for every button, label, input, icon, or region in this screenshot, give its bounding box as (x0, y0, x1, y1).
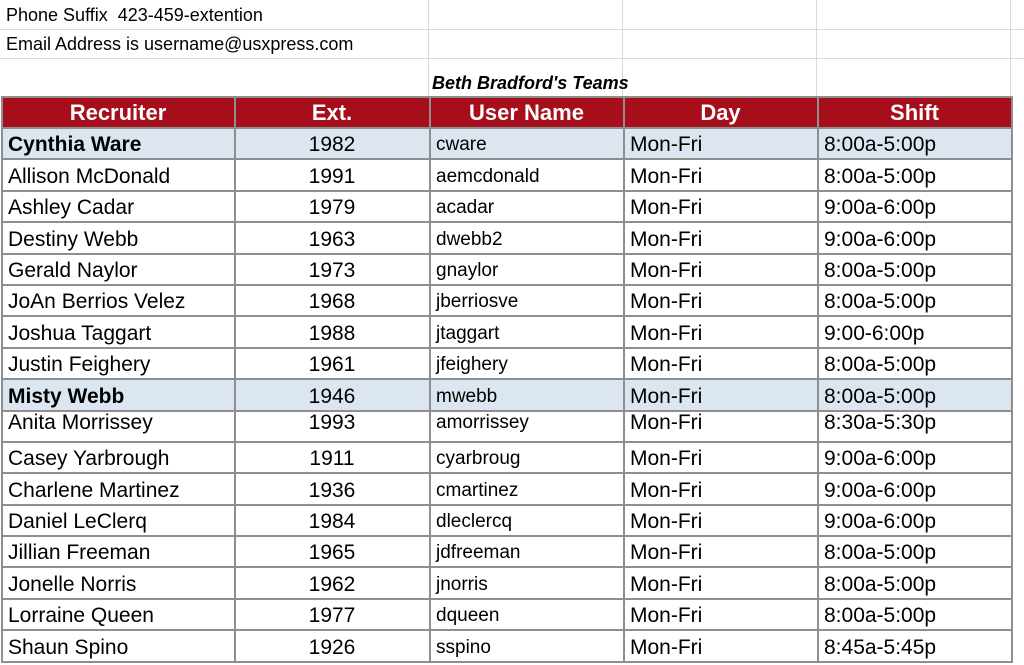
ext-cell[interactable]: 1962 (235, 567, 430, 598)
gridline (0, 58, 1024, 59)
day-cell[interactable]: Mon-Fri (624, 630, 818, 661)
ext-cell[interactable]: 1926 (235, 630, 430, 661)
day-cell[interactable]: Mon-Fri (624, 159, 818, 190)
shift-cell[interactable]: 8:30a-5:30p (818, 411, 1012, 442)
user-name-cell[interactable]: dleclercq (430, 505, 624, 536)
table-row (2, 316, 1012, 347)
gridline (816, 0, 817, 96)
table-row (2, 411, 1012, 442)
recruiter-cell[interactable]: Gerald Naylor (2, 254, 235, 285)
user-name-cell[interactable]: gnaylor (430, 254, 624, 285)
recruiter-cell[interactable]: Jillian Freeman (2, 536, 235, 567)
header-shift[interactable]: Shift (818, 97, 1012, 128)
ext-cell[interactable]: 1936 (235, 473, 430, 504)
ext-cell[interactable]: 1979 (235, 191, 430, 222)
user-name-cell[interactable]: aemcdonald (430, 159, 624, 190)
recruiter-cell[interactable]: Charlene Martinez (2, 473, 235, 504)
shift-cell[interactable]: 8:00a-5:00p (818, 536, 1012, 567)
shift-cell[interactable]: 9:00a-6:00p (818, 505, 1012, 536)
recruiter-cell[interactable]: Allison McDonald (2, 159, 235, 190)
shift-cell[interactable]: 8:00a-5:00p (818, 254, 1012, 285)
day-cell[interactable]: Mon-Fri (624, 254, 818, 285)
user-name-cell[interactable]: amorrissey (430, 411, 624, 442)
table-row (2, 159, 1012, 190)
table-body (2, 128, 1012, 662)
shift-cell[interactable]: 8:00a-5:00p (818, 348, 1012, 379)
day-cell[interactable]: Mon-Fri (624, 567, 818, 598)
day-cell[interactable]: Mon-Fri (624, 411, 818, 442)
ext-cell[interactable]: 1961 (235, 348, 430, 379)
gridline (428, 0, 429, 96)
user-name-cell[interactable]: cyarbroug (430, 442, 624, 473)
table-row (2, 191, 1012, 222)
table-row (2, 567, 1012, 598)
recruiter-cell[interactable]: Destiny Webb (2, 222, 235, 253)
table-row (2, 379, 1012, 410)
ext-cell[interactable]: 1973 (235, 254, 430, 285)
header-row (2, 97, 1012, 128)
day-cell[interactable]: Mon-Fri (624, 191, 818, 222)
recruiter-cell[interactable]: Misty Webb (2, 379, 235, 410)
email-address-cell[interactable]: Email Address is username@usxpress.com (6, 34, 354, 54)
ext-cell[interactable]: 1993 (235, 411, 430, 442)
recruiter-cell[interactable]: Casey Yarbrough (2, 442, 235, 473)
shift-cell[interactable]: 9:00-6:00p (818, 316, 1012, 347)
user-name-cell[interactable]: dwebb2 (430, 222, 624, 253)
user-name-cell[interactable]: mwebb (430, 379, 624, 410)
recruiter-table (1, 96, 1013, 663)
shift-cell[interactable]: 9:00a-6:00p (818, 442, 1012, 473)
shift-cell[interactable]: 8:00a-5:00p (818, 567, 1012, 598)
recruiter-cell[interactable]: Cynthia Ware (2, 128, 235, 159)
shift-cell[interactable]: 9:00a-6:00p (818, 191, 1012, 222)
day-cell[interactable]: Mon-Fri (624, 222, 818, 253)
user-name-cell[interactable]: jtaggart (430, 316, 624, 347)
table-row (2, 442, 1012, 473)
recruiter-cell[interactable]: Joshua Taggart (2, 316, 235, 347)
header-user-name[interactable]: User Name (430, 97, 624, 128)
shift-cell[interactable]: 8:00a-5:00p (818, 379, 1012, 410)
recruiter-cell[interactable]: Lorraine Queen (2, 599, 235, 630)
shift-cell[interactable]: 8:00a-5:00p (818, 599, 1012, 630)
shift-cell[interactable]: 8:00a-5:00p (818, 159, 1012, 190)
day-cell[interactable]: Mon-Fri (624, 348, 818, 379)
user-name-cell[interactable]: jnorris (430, 567, 624, 598)
table-row (2, 285, 1012, 316)
recruiter-cell[interactable]: Anita Morrissey (2, 411, 235, 442)
user-name-cell[interactable]: cware (430, 128, 624, 159)
gridline (1010, 0, 1011, 96)
shift-cell[interactable]: 9:00a-6:00p (818, 222, 1012, 253)
table-row (2, 222, 1012, 253)
table-row (2, 599, 1012, 630)
user-name-cell[interactable]: sspino (430, 630, 624, 661)
user-name-cell[interactable]: cmartinez (430, 473, 624, 504)
table-row (2, 473, 1012, 504)
sheet-title[interactable]: Beth Bradford's Teams (432, 73, 629, 93)
ext-cell[interactable]: 1946 (235, 379, 430, 410)
shift-cell[interactable]: 9:00a-6:00p (818, 473, 1012, 504)
day-cell[interactable]: Mon-Fri (624, 128, 818, 159)
day-cell[interactable]: Mon-Fri (624, 379, 818, 410)
ext-cell[interactable]: 1911 (235, 442, 430, 473)
user-name-cell[interactable]: jfeighery (430, 348, 624, 379)
ext-cell[interactable]: 1968 (235, 285, 430, 316)
phone-suffix-cell[interactable]: Phone Suffix 423-459-extention (6, 5, 263, 25)
table-row (2, 505, 1012, 536)
day-cell[interactable]: Mon-Fri (624, 473, 818, 504)
gridline (0, 29, 1024, 30)
ext-cell[interactable]: 1963 (235, 222, 430, 253)
day-cell[interactable]: Mon-Fri (624, 536, 818, 567)
ext-cell[interactable]: 1965 (235, 536, 430, 567)
day-cell[interactable]: Mon-Fri (624, 442, 818, 473)
recruiter-cell[interactable]: Jonelle Norris (2, 567, 235, 598)
header-ext[interactable]: Ext. (235, 97, 430, 128)
table-row (2, 630, 1012, 661)
shift-cell[interactable]: 8:45a-5:45p (818, 630, 1012, 661)
shift-cell[interactable]: 8:00a-5:00p (818, 285, 1012, 316)
recruiter-cell[interactable]: Shaun Spino (2, 630, 235, 661)
day-cell[interactable]: Mon-Fri (624, 316, 818, 347)
user-name-cell[interactable]: dqueen (430, 599, 624, 630)
shift-cell[interactable]: 8:00a-5:00p (818, 128, 1012, 159)
recruiter-cell[interactable]: Justin Feighery (2, 348, 235, 379)
recruiter-cell[interactable]: Ashley Cadar (2, 191, 235, 222)
table-row (2, 254, 1012, 285)
day-cell[interactable]: Mon-Fri (624, 505, 818, 536)
user-name-cell[interactable]: acadar (430, 191, 624, 222)
user-name-cell[interactable]: jdfreeman (430, 536, 624, 567)
header-recruiter[interactable]: Recruiter (2, 97, 235, 128)
ext-cell[interactable]: 1977 (235, 599, 430, 630)
day-cell[interactable]: Mon-Fri (624, 599, 818, 630)
table-row (2, 128, 1012, 159)
table-row (2, 348, 1012, 379)
ext-cell[interactable]: 1982 (235, 128, 430, 159)
recruiter-cell[interactable]: Daniel LeClerq (2, 505, 235, 536)
recruiter-cell[interactable]: JoAn Berrios Velez (2, 285, 235, 316)
ext-cell[interactable]: 1991 (235, 159, 430, 190)
ext-cell[interactable]: 1988 (235, 316, 430, 347)
ext-cell[interactable]: 1984 (235, 505, 430, 536)
day-cell[interactable]: Mon-Fri (624, 285, 818, 316)
user-name-cell[interactable]: jberriosve (430, 285, 624, 316)
table-row (2, 536, 1012, 567)
header-day[interactable]: Day (624, 97, 818, 128)
